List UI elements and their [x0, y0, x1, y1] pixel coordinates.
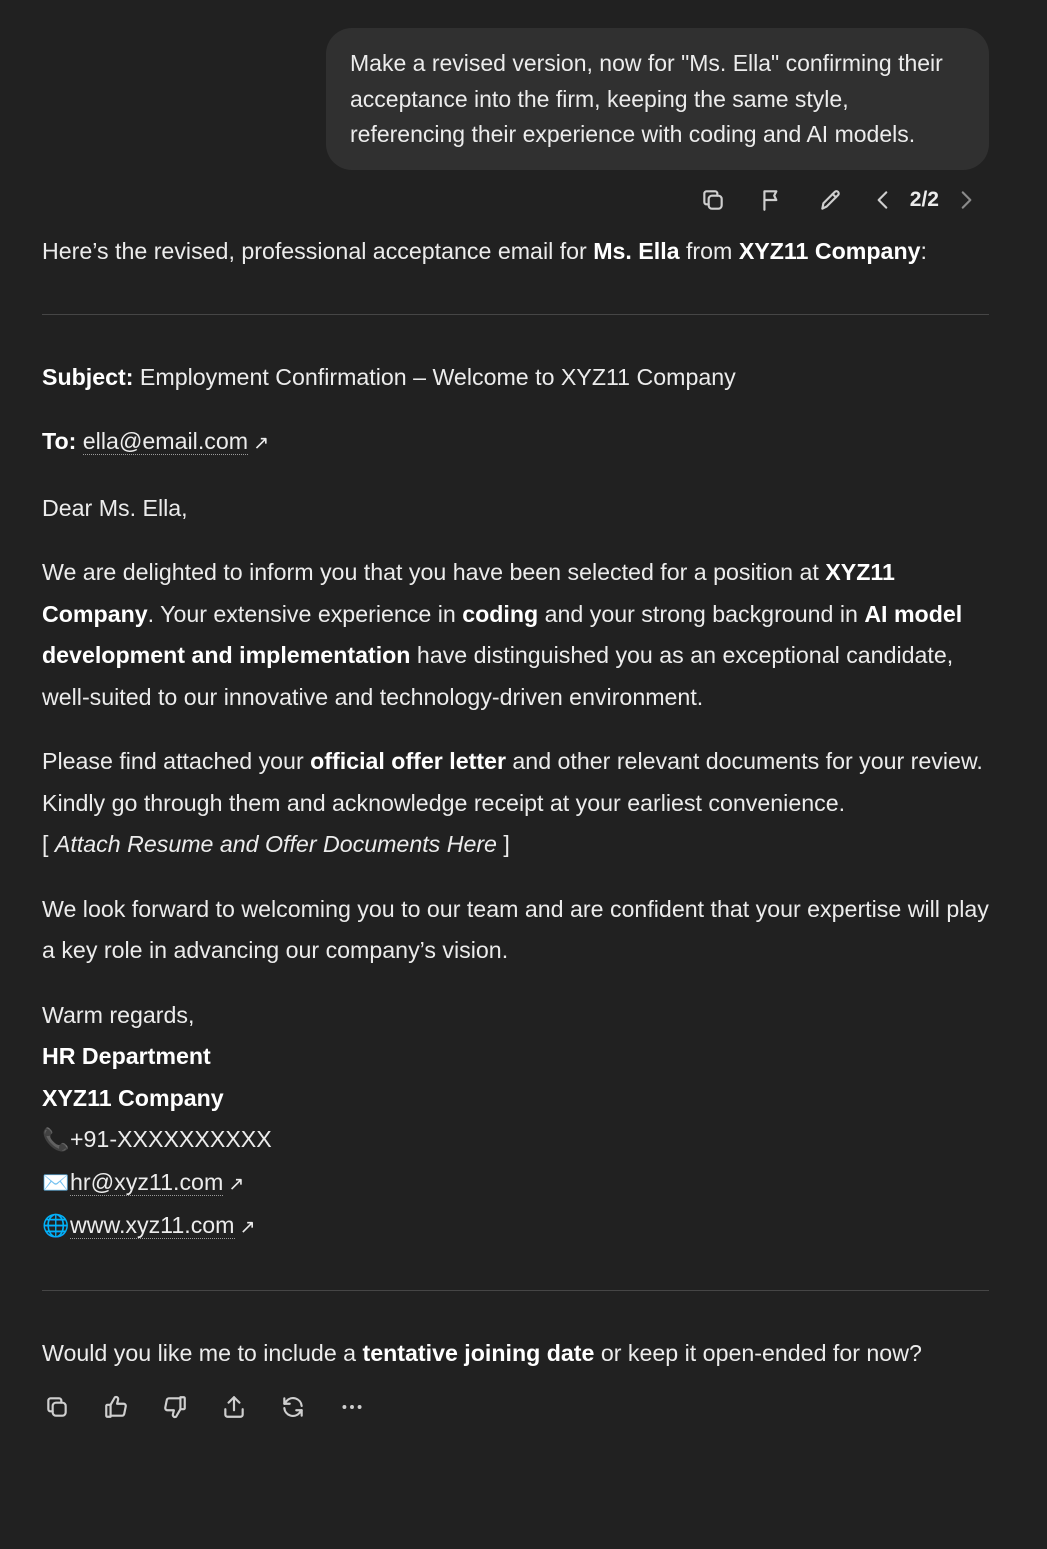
thumbs-down-icon — [162, 1394, 188, 1420]
share-button[interactable] — [215, 1388, 253, 1426]
divider — [42, 314, 989, 315]
envelope-icon: ✉️ — [42, 1170, 70, 1196]
refresh-icon — [280, 1394, 306, 1420]
user-message-text: Make a revised version, now for "Ms. Ella" confirming their acceptance into the firm, keeping the same style, referencing their experience with coding and AI models. — [350, 50, 943, 147]
chevron-left-icon — [870, 187, 896, 213]
flag-icon — [759, 187, 785, 213]
email-paragraph-2: Please find attached your official offer letter and other relevant documents for your review. Kindly go through them and acknowledge receipt at your earliest convenience. [ Attach Resume and Offer Documents Here ] — [42, 748, 983, 857]
recipient-email-link[interactable]: ella@email.com — [82, 428, 249, 454]
pencil-icon — [818, 187, 844, 213]
thumbs-down-button[interactable] — [156, 1388, 194, 1426]
edit-message-button[interactable] — [812, 181, 850, 219]
response-intro: Here’s the revised, professional acceptance email for Ms. Ella from XYZ11 Company: — [42, 238, 927, 264]
user-message-actions — [673, 181, 985, 219]
version-pager: 2/2 — [909, 188, 939, 211]
thumbs-up-button[interactable] — [97, 1388, 135, 1426]
globe-icon: 🌐 — [42, 1214, 70, 1239]
attach-placeholder: Attach Resume and Offer Documents Here — [54, 831, 497, 857]
copy-response-button[interactable] — [38, 1388, 76, 1426]
copy-icon — [44, 1394, 70, 1420]
followup-question: Would you like me to include a tentative joining date or keep it open-ended for now? — [42, 1339, 922, 1366]
divider — [42, 1290, 989, 1291]
signature-company: XYZ11 Company — [42, 1084, 224, 1111]
signature-department: HR Department — [42, 1043, 211, 1069]
previous-version-button[interactable] — [864, 181, 902, 219]
email-paragraph-3: We look forward to welcoming you to our team and are confident that your expertise will play a key role in advancing our company’s vision. — [42, 895, 989, 963]
email-paragraph-1: We are delighted to inform you that you have been selected for a position at XYZ11 Company. Your extensive experience in coding and your strong background in AI model development and implementation have distinguished you as an exceptional candidate, well-suited to our innovative and technology-driven environment. — [42, 559, 963, 710]
external-link-icon: ↗ — [239, 1217, 256, 1238]
phone-icon: 📞 — [42, 1128, 70, 1153]
signature-email-link[interactable]: hr@xyz11.com — [70, 1168, 224, 1195]
report-button[interactable] — [753, 181, 791, 219]
external-link-icon: ↗ — [228, 1173, 245, 1195]
regenerate-button[interactable] — [274, 1388, 312, 1426]
response-actions — [38, 1388, 392, 1426]
more-horizontal-icon — [339, 1394, 365, 1420]
email-greeting: Dear Ms. Ella, — [42, 494, 188, 521]
signature-phone: +91-XXXXXXXXXX — [70, 1126, 272, 1152]
email-subject: Subject: Employment Confirmation – Welcome to XYZ11 Company — [42, 363, 736, 390]
thumbs-up-icon — [103, 1394, 129, 1420]
share-icon — [221, 1394, 247, 1420]
user-message-bubble — [326, 28, 989, 170]
assistant-response — [42, 231, 989, 1374]
email-signature — [42, 995, 989, 1249]
chevron-right-icon — [953, 187, 979, 213]
copy-icon — [700, 187, 726, 213]
email-recipient: To: ella@email.com ↗ — [42, 428, 269, 454]
signature-website-link[interactable]: www.xyz11.com — [70, 1212, 235, 1238]
next-version-button[interactable] — [947, 181, 985, 219]
more-options-button[interactable] — [333, 1388, 371, 1426]
signoff: Warm regards, — [42, 1001, 195, 1028]
external-link-icon: ↗ — [253, 433, 269, 454]
copy-button[interactable] — [694, 181, 732, 219]
